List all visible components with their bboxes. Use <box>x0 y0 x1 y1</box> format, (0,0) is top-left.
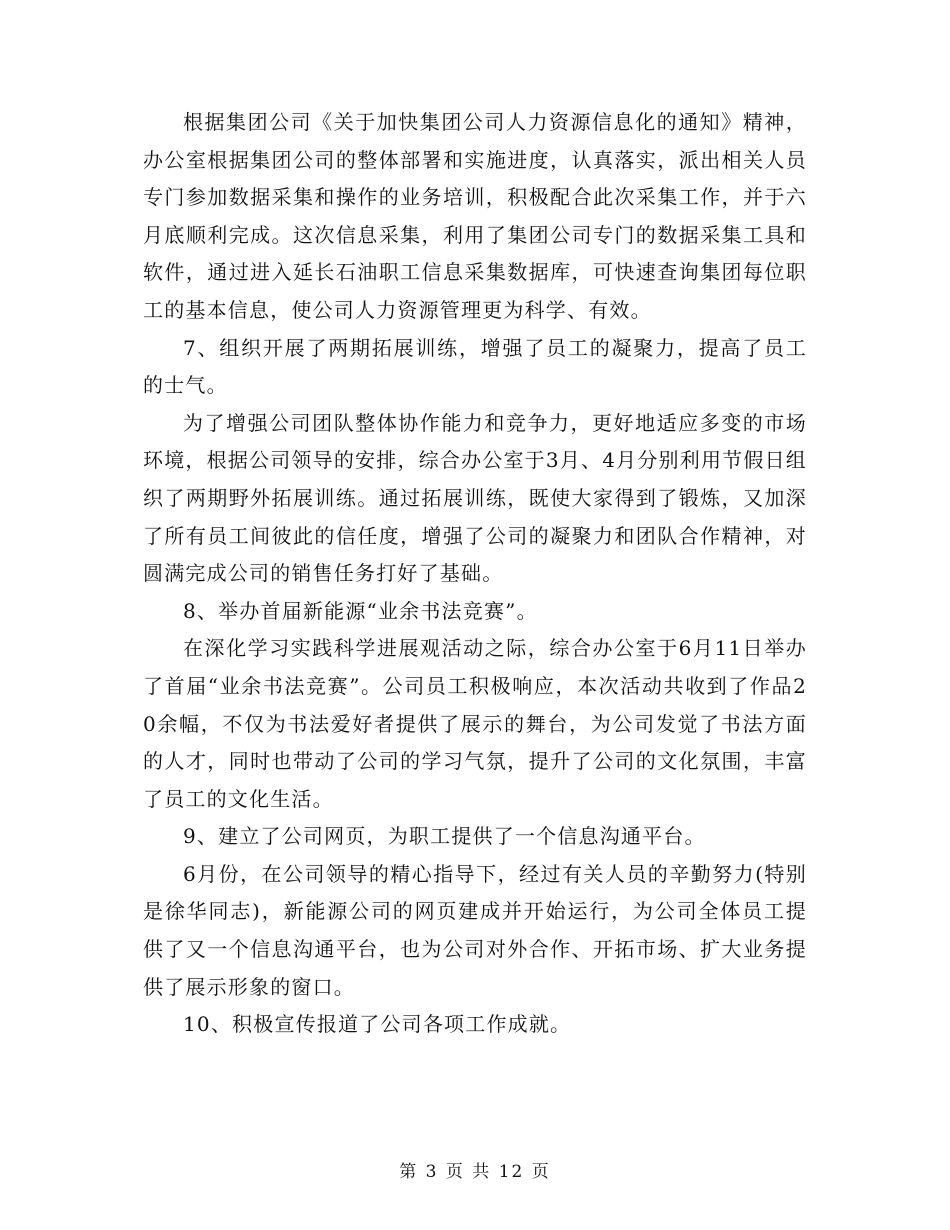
document-body <box>143 104 807 1044</box>
heading-item-10-publicity: 10、积极宣传报道了公司各项工作成就。 <box>183 1012 572 1037</box>
heading-item-9-company-webpage: 9、建立了公司网页，为职工提供了一个信息沟通平台。 <box>183 824 706 849</box>
heading-item-8-calligraphy-contest: 8、举办首届新能源“业余书法竞赛”。 <box>183 598 538 623</box>
page-number-footer: 第 3 页 共 12 页 <box>399 1162 551 1182</box>
paragraph-company-webpage: 6月份，在公司领导的精心指导下，经过有关人员的辛勤努力(特别是徐华同志)，新能源公司的网页建成并开始运行，为公司全体员工提供了又一个信息沟通平台，也为公司对外合作、开拓市场、扩大业务提供了展示形象的窗口。 <box>143 861 807 999</box>
paragraph-calligraphy-contest: 在深化学习实践科学进展观活动之际，综合办公室于6月11日举办了首届“业余书法竞赛”。公司员工积极响应，本次活动共收到了作品20余幅，不仅为书法爱好者提供了展示的舞台，为公司发觉了书法方面的人才，同时也带动了公司的学习气氛，提升了公司的文化氛围，丰富了员工的文化生活。 <box>143 636 807 811</box>
paragraph-hr-info-collection: 根据集团公司《关于加快集团公司人力资源信息化的通知》精神，办公室根据集团公司的整体部署和实施进度，认真落实，派出相关人员专门参加数据采集和操作的业务培训，积极配合此次采集工作，并于六月底顺利完成。这次信息采集，利用了集团公司专门的数据采集工具和软件，通过进入延长石油职工信息采集数据库，可快速查询集团每位职工的基本信息，使公司人力资源管理更为科学、有效。 <box>143 110 807 322</box>
heading-item-7-outdoor-training: 7、组织开展了两期拓展训练，增强了员工的凝聚力，提高了员工的士气。 <box>143 335 807 398</box>
paragraph-outdoor-training: 为了增强公司团队整体协作能力和竞争力，更好地适应多变的市场环境，根据公司领导的安排，综合办公室于3月、4月分别利用节假日组织了两期野外拓展训练。通过拓展训练，既使大家得到了锻炼，又加深了所有员工间彼此的信任度，增强了公司的凝聚力和团队合作精神，对圆满完成公司的销售任务打好了基础。 <box>143 410 807 586</box>
